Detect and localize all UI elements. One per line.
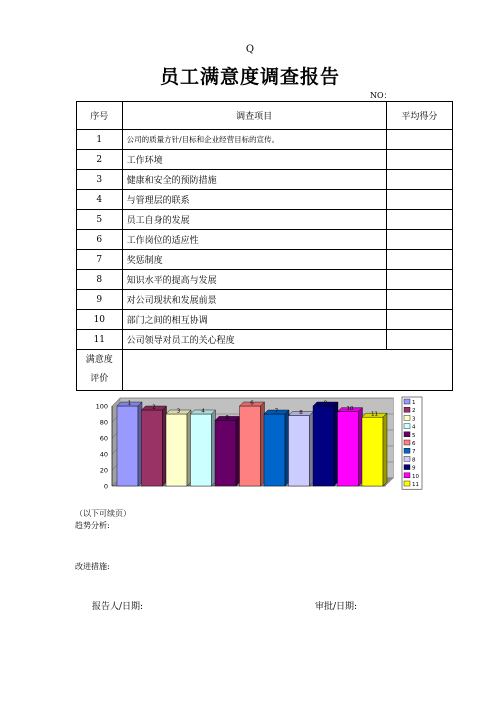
chart-data-label: 9 (323, 400, 328, 407)
table-row (77, 150, 453, 170)
chart-legend (402, 397, 422, 489)
table-row (77, 210, 453, 230)
chart-y-tick-label: 20 (99, 466, 108, 475)
chart-legend-label: 3 (412, 416, 416, 423)
chart-legend-label: 7 (412, 449, 416, 456)
score-cell[interactable] (386, 310, 452, 330)
row-seq: 2 (77, 150, 123, 170)
page-title: 员工满意度调查报告 (159, 66, 340, 88)
chart-legend-swatch (404, 473, 410, 478)
document-number-label: NO： (370, 91, 392, 100)
reviewer-date-label: 审批/日期: (315, 602, 358, 612)
chart-bar (362, 417, 383, 486)
chart-bar (313, 406, 334, 486)
table-row (77, 330, 453, 350)
chart-y-tick-label: 100 (95, 402, 108, 411)
chart-legend-swatch (404, 407, 410, 412)
table-header-row (77, 102, 453, 130)
chart-bar-side (383, 413, 387, 486)
chart-legend-swatch (404, 432, 410, 437)
score-cell[interactable] (386, 250, 452, 270)
row-seq: 6 (77, 230, 123, 250)
chart-legend-label: 11 (412, 482, 419, 488)
chart-bar (289, 416, 310, 486)
table-row (77, 290, 453, 310)
row-item: 奖惩制度 (122, 250, 386, 270)
chart-bar (338, 412, 359, 486)
chart-legend-swatch (404, 456, 410, 461)
chart-bar (240, 406, 261, 486)
table-row (77, 190, 453, 210)
evaluation-row (77, 350, 453, 391)
chart-legend-label: 10 (412, 473, 419, 480)
chart-data-label: 3 (176, 408, 181, 415)
row-item: 知识水平的提高与发展 (122, 270, 386, 290)
table-row (77, 170, 453, 190)
row-seq: 7 (77, 250, 123, 270)
chart-legend-swatch (404, 399, 410, 404)
chart-legend-swatch (404, 465, 410, 470)
table-row (77, 250, 453, 270)
chart-y-tick-label: 60 (99, 434, 108, 443)
chart-bar (191, 414, 212, 486)
chart-legend-label: 1 (412, 400, 416, 406)
table-row (77, 270, 453, 290)
chart-bar (117, 406, 138, 486)
evaluation-label-line2: 评价 (90, 374, 109, 384)
row-seq: 11 (77, 330, 123, 350)
chart-legend-swatch (404, 481, 410, 486)
chart-data-label: 4 (201, 408, 205, 415)
evaluation-label-line1: 满意度 (85, 355, 113, 365)
chart-legend-label: 5 (412, 432, 416, 439)
chart-legend-swatch (404, 440, 410, 445)
chart-data-label: 7 (274, 408, 279, 415)
score-cell[interactable] (386, 130, 452, 150)
chart-bar (142, 410, 163, 486)
score-cell[interactable] (386, 290, 452, 310)
score-cell[interactable] (386, 330, 452, 350)
chart-y-tick-label: 40 (99, 450, 108, 459)
row-item: 公司领导对员工的关心程度 (122, 330, 386, 350)
score-cell[interactable] (386, 150, 452, 170)
row-item: 健康和安全的预防措施 (122, 170, 386, 190)
score-cell[interactable] (386, 210, 452, 230)
row-seq: 1 (77, 130, 123, 150)
score-cell[interactable] (386, 190, 452, 210)
reporter-date-label: 报告人/日期: (92, 602, 144, 612)
row-seq: 9 (77, 290, 123, 310)
chart-y-tick-label: 0 (103, 482, 108, 491)
chart-bars (117, 401, 387, 487)
row-item: 与管理层的联系 (122, 190, 386, 210)
table-row (77, 230, 453, 250)
header-item: 调查项目 (122, 102, 386, 130)
evaluation-cell[interactable] (122, 350, 452, 391)
score-cell[interactable] (386, 230, 452, 250)
chart-bar (215, 420, 236, 486)
top-mark: Q (245, 44, 255, 55)
satisfaction-bar-chart (84, 396, 424, 500)
row-seq: 10 (77, 310, 123, 330)
chart-legend-swatch (404, 448, 410, 453)
chart-legend-swatch (404, 424, 410, 429)
row-item: 对公司现状和发展前景 (122, 290, 386, 310)
row-seq: 5 (77, 210, 123, 230)
chart-legend-label: 8 (412, 457, 416, 464)
row-seq: 4 (77, 190, 123, 210)
table-row (77, 310, 453, 330)
row-item: 工作环境 (122, 150, 386, 170)
header-score: 平均得分 (386, 102, 452, 130)
chart-bar (166, 414, 187, 486)
table-row (77, 130, 453, 150)
row-item: 员工自身的发展 (122, 210, 386, 230)
chart-data-label: 6 (250, 400, 254, 407)
chart-data-label: 11 (371, 411, 378, 418)
trend-analysis-label: 趋势分析: (75, 521, 110, 530)
chart-data-label: 1 (127, 400, 132, 407)
chart-legend-label: 4 (412, 424, 416, 431)
chart-legend-label: 2 (412, 408, 416, 415)
chart-bar (264, 414, 285, 486)
score-cell[interactable] (386, 170, 452, 190)
row-seq: 8 (77, 270, 123, 290)
row-item: 公司的质量方针/目标和企业经营目标的宣传。 (122, 130, 386, 150)
row-seq: 3 (77, 170, 123, 190)
chart-data-label: 10 (346, 406, 354, 413)
evaluation-label (77, 350, 123, 391)
chart-data-label: 8 (299, 410, 303, 417)
row-item: 部门之间的相互协调 (122, 310, 386, 330)
header-seq: 序号 (77, 102, 123, 130)
survey-table (76, 101, 453, 391)
chart-legend-label: 9 (412, 465, 416, 472)
continued-note: （以下可续页） (75, 509, 131, 518)
chart-data-label: 5 (225, 414, 230, 421)
chart-legend-label: 6 (412, 441, 416, 447)
chart-data-label: 2 (152, 404, 156, 411)
row-item: 工作岗位的适应性 (122, 230, 386, 250)
improvement-label: 改进措施: (75, 562, 110, 571)
score-cell[interactable] (386, 270, 452, 290)
chart-legend-swatch (404, 415, 410, 420)
chart-y-tick-label: 80 (99, 418, 108, 427)
